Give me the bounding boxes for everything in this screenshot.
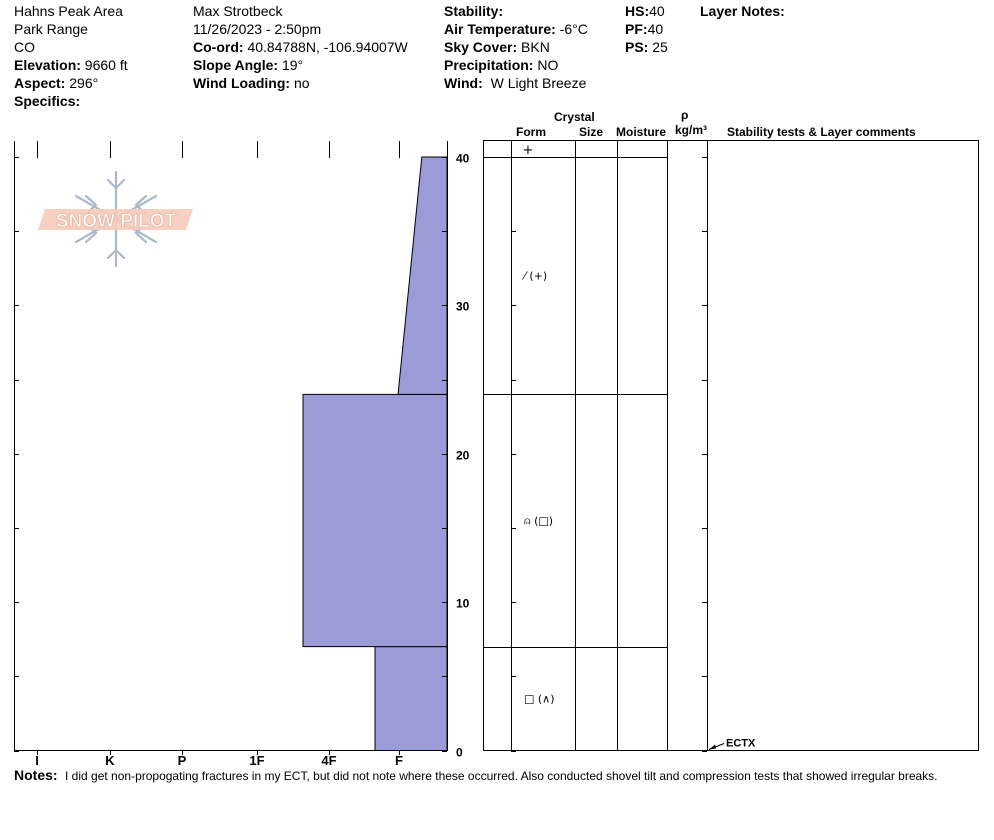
sky-label: Sky Cover: <box>444 39 518 55</box>
hardness-layer-0 <box>375 647 447 751</box>
surface-symbol: + <box>522 143 534 158</box>
hs-label: HS: <box>625 3 650 19</box>
hardness-layer-1 <box>303 394 447 646</box>
hardness-profile <box>303 157 447 751</box>
slope-value: 19° <box>281 57 304 73</box>
air-temp-value: -6°C <box>559 21 588 37</box>
layer-form-2: ⁄ (+) <box>524 269 548 283</box>
depth-tick-label-0: 0 <box>456 745 463 760</box>
hs-value: 40 <box>649 3 665 19</box>
crystal-header: Crystal <box>554 110 595 124</box>
layer-form-0: □ (∧) <box>524 692 555 706</box>
test-label-0: ECTX <box>726 737 756 750</box>
coord-value: 40.84788N, -106.94007W <box>247 39 408 55</box>
hardness-tick-label-0: I <box>35 753 39 768</box>
coord-label: Co-ord: <box>193 39 244 55</box>
notes-text: I did get non-propogating fractures in my ECT, but did not note where these occurred. Also conducted shovel tilt and compression tests that showed irregular breaks. <box>65 769 938 783</box>
depth-tick-label-30: 30 <box>456 299 470 314</box>
hardness-tick-label-3: 1F <box>249 753 265 768</box>
ps-label: PS: <box>625 39 649 55</box>
location: Hahns Peak Area <box>14 3 123 19</box>
wind-label: Wind: <box>444 75 483 91</box>
elevation-value: 9660 ft <box>84 57 128 73</box>
density-unit-header: kg/m³ <box>675 123 708 137</box>
wind-loading-value: no <box>293 75 310 91</box>
table-depth-ticks <box>511 158 707 752</box>
precip-label: Precipitation: <box>444 57 534 73</box>
form-header: Form <box>516 125 546 139</box>
layer-notes-label: Layer Notes: <box>700 3 785 19</box>
layer-table-frame <box>484 141 979 751</box>
specifics-label: Specifics: <box>14 93 81 109</box>
logo-text: SNOW PILOT <box>55 211 177 232</box>
moisture-header: Moisture <box>616 125 667 139</box>
range: Park Range <box>14 21 88 37</box>
hardness-layer-2 <box>398 157 447 394</box>
test-arrowhead-0 <box>709 745 716 750</box>
size-header: Size <box>579 125 604 139</box>
notes <box>14 767 938 785</box>
aspect-label: Aspect: <box>14 75 66 91</box>
depth-tick-label-20: 20 <box>456 448 470 463</box>
hardness-tick-label-4: 4F <box>321 753 337 768</box>
wind-loading-label: Wind Loading: <box>193 75 291 91</box>
hardness-tick-label-5: F <box>395 753 403 768</box>
slope-label: Slope Angle: <box>193 57 279 73</box>
hardness-tick-label-2: P <box>177 753 187 768</box>
observer: Max Strotbeck <box>193 3 283 19</box>
layer-forms <box>521 143 555 706</box>
layer-form-1: ⍝ (□) <box>524 514 554 528</box>
snowpilot-logo <box>38 172 193 266</box>
depth-tick-label-10: 10 <box>456 596 470 611</box>
hardness-tick-label-1: K <box>105 753 115 768</box>
rho-header: ρ <box>681 108 689 122</box>
datetime: 11/26/2023 - 2:50pm <box>193 21 322 37</box>
elevation-label: Elevation: <box>14 57 81 73</box>
air-temp-label: Air Temperature: <box>444 21 556 37</box>
pf-value: 40 <box>647 21 664 37</box>
depth-tick-label-40: 40 <box>456 151 470 166</box>
notes-label: Notes: <box>14 767 58 783</box>
stability-tests <box>709 738 756 750</box>
aspect-value: 296° <box>69 75 99 91</box>
stability-tests-header: Stability tests & Layer comments <box>727 125 916 139</box>
state: CO <box>14 39 35 55</box>
sky-value: BKN <box>521 39 550 55</box>
precip-value: NO <box>537 57 559 73</box>
stability-label: Stability: <box>444 3 504 19</box>
pf-label: PF: <box>625 21 648 37</box>
ps-value: 25 <box>652 39 668 55</box>
wind-value: W Light Breeze <box>490 75 587 91</box>
